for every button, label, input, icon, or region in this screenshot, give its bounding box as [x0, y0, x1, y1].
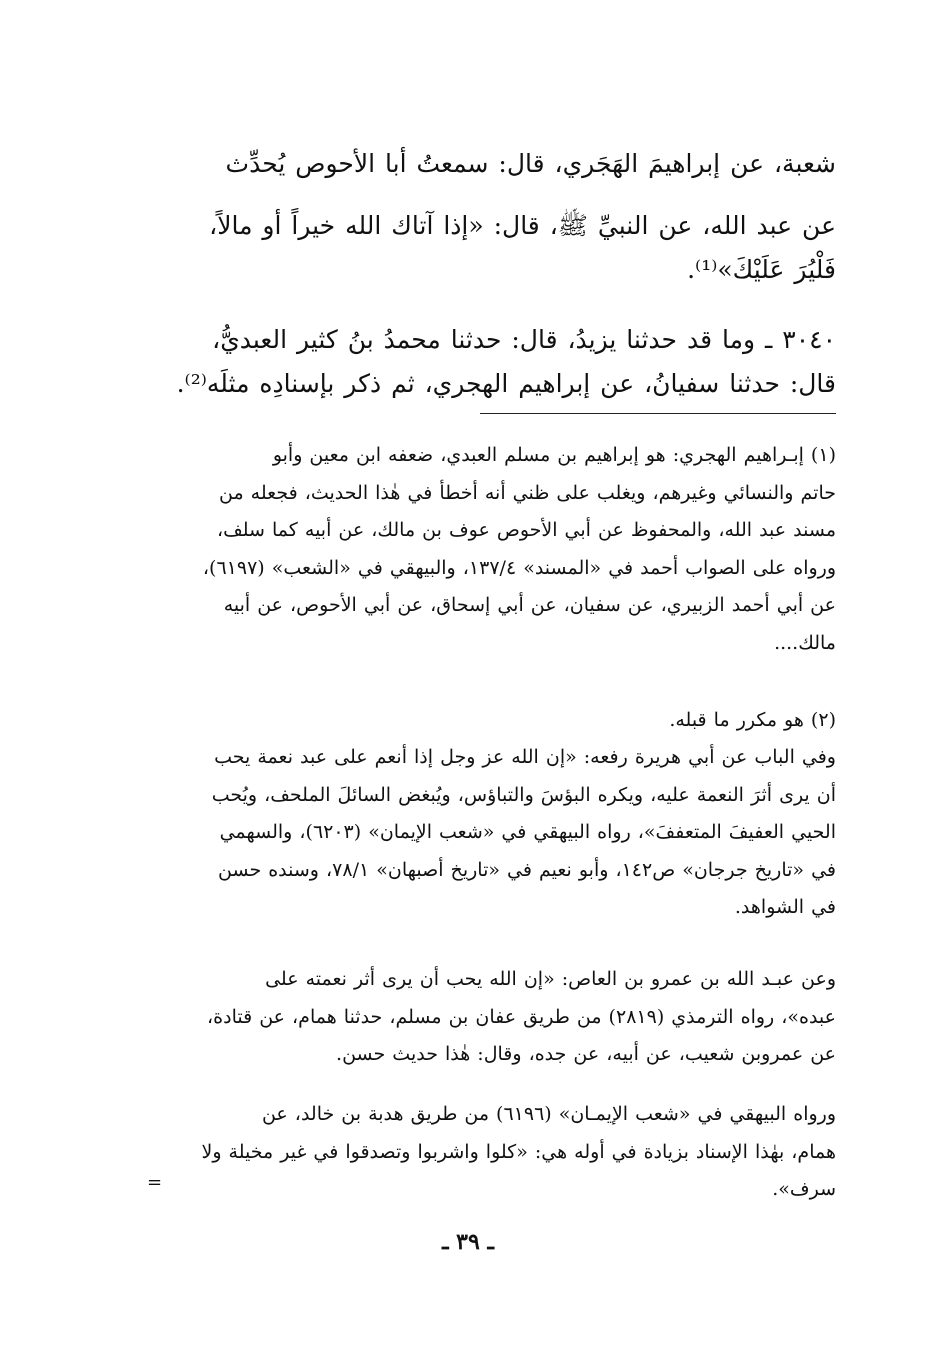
text-line: في «تاريخ جرجان» ص١٤٢، وأبو نعيم في «تاريخ أصبهان» ٧٨/١، وسنده حسن [218, 858, 836, 881]
text-line: مالك.... [774, 631, 836, 654]
text-line: عن عمروبن شعيب، عن أبيه، عن جده، وقال: هٰذا حديث حسن. [336, 1043, 836, 1065]
text-line: في الشواهد. [734, 896, 836, 918]
text-line: (١) إبـراهيم الهجري: هو إبراهيم بن مسلم العبدي، ضعفه ابن معين وأبو [272, 444, 836, 466]
continuation-mark: = [147, 1172, 163, 1193]
footnote-bab-paragraph-1 [130, 739, 836, 927]
text-line: سرف». [772, 1178, 836, 1200]
main-text-paragraph-b [130, 204, 836, 292]
text-line: حاتم والنسائي وغيرهم، ويغلب على ظني أنه أخطأ في هٰذا الحديث، فجعله من [219, 481, 836, 504]
text-line: عن عبد الله، عن النبيِّ ﷺ، قال: «إذا آتاك الله خيراً أو مالاً، [209, 211, 836, 240]
footnote-1 [130, 437, 836, 662]
text-line: شعبة، عن إبراهيمَ الهَجَري، قال: سمعتُ أبا الأحوص يُحدِّث [225, 149, 836, 178]
footnote-2 [130, 702, 836, 740]
text-line: عن أبي أحمد الزبيري، عن سفيان، عن أبي إسحاق، عن أبي الأحوص، عن أبيه [223, 594, 836, 616]
text-line: (٢) هو مكرر ما قبله. [669, 709, 836, 731]
text-line: عبده»، رواه الترمذي (٢٨١٩) من طريق عفان بن مسلم، حدثنا همام، عن قتادة، [207, 1005, 836, 1028]
text-line: ورواه البيهقي في «شعب الإيمـان» (٦١٩٦) من طريق هدبة بن خالد، عن [261, 1103, 836, 1125]
text-line: همام، بهٰذا الإسناد بزيادة في أوله هي: «كلوا واشربوا وتصدقوا في غير مخيلة ولا [201, 1140, 836, 1163]
text-line: فَلْيُرَ عَلَيْكَ»⁽¹⁾. [687, 255, 836, 284]
hadith-3040-paragraph [130, 318, 836, 406]
main-text-paragraph-a [130, 142, 836, 186]
text-line: الحيي العفيفَ المتعففَ»، رواه البيهقي في «شعب الإيمان» (٦٢٠٣)، والسهمي [219, 821, 836, 843]
footnote-bab-paragraph-3 [130, 1096, 836, 1209]
text-line: وعن عبـد الله بن عمرو بن العاص: «إن الله يحب أن يرى أثر نعمته على [265, 968, 836, 990]
text-line: أن يرى أثرَ النعمة عليه، ويكره البؤسَ والتباؤس، ويُبغض السائلَ الملحف، ويُحب [211, 783, 836, 806]
text-line: وفي الباب عن أبي هريرة رفعه: «إن الله عز وجل إذا أنعم على عبد نعمة يحب [214, 746, 836, 768]
footnote-bab-paragraph-2 [130, 961, 836, 1074]
footnote-separator [480, 413, 836, 414]
text-line: مسند عبد الله، والمحفوظ عن أبي الأحوص عوف بن مالك، عن أبيه كما سلف، [216, 519, 836, 541]
page-number: ـ ٣٩ ـ [442, 1229, 494, 1255]
text-line: ٣٠٤٠ ـ وما قد حدثنا يزيدُ، قال: حدثنا محمدُ بنُ كثير العبديُّ، [212, 325, 836, 354]
text-line: قال: حدثنا سفيانُ، عن إبراهيم الهجري، ثم ذكر بإسنادِه مثلَه⁽²⁾. [176, 369, 836, 398]
text-line: ورواه على الصواب أحمد في «المسند» ١٣٧/٤، والبيهقي في «الشعب» (٦١٩٧)، [202, 556, 836, 579]
